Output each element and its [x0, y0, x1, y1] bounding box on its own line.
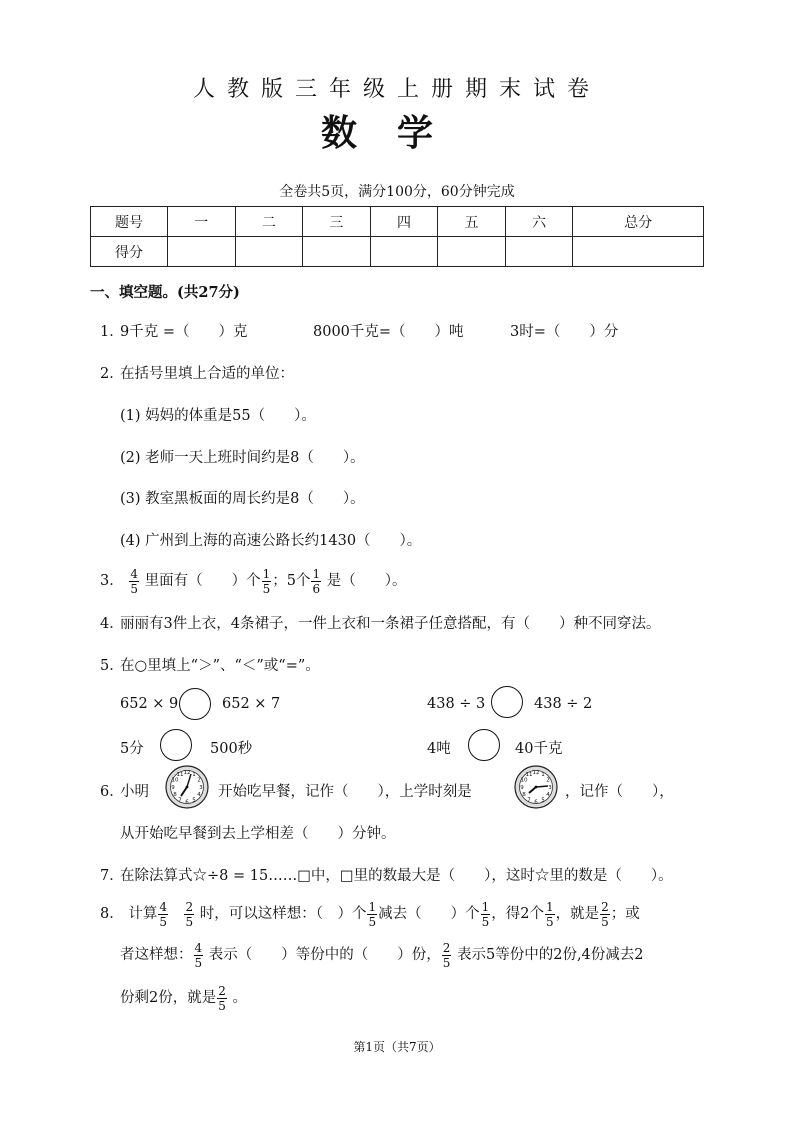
svg-text:2: 2 — [546, 777, 550, 784]
question-number: 8． — [100, 906, 124, 922]
denominator: 5 — [601, 914, 609, 929]
numerator: 1 — [546, 899, 554, 914]
compare-right: 652 × 7 — [222, 696, 281, 712]
svg-text:8: 8 — [173, 792, 177, 798]
q2-item: (4) 广州到上海的高速公路长约1430（ ）。 — [120, 533, 422, 549]
score-cell-empty — [505, 237, 573, 267]
q3-text: ；5个 — [272, 573, 311, 589]
svg-text:11: 11 — [525, 772, 533, 778]
numerator: 1 — [262, 566, 271, 581]
score-cell-empty — [235, 237, 303, 267]
score-cell: 总分 — [573, 207, 704, 237]
q1-part-c: 3时=（ ）分 — [510, 324, 619, 340]
exam-subtitle: 全卷共5页，满分100分，60分钟完成 — [279, 184, 515, 200]
numerator: 1 — [481, 899, 490, 914]
svg-text:7: 7 — [178, 797, 182, 804]
q8-text: 时，可以这样想：（ ）个 — [199, 906, 367, 922]
q8-text: 减去（ ）个 — [378, 906, 480, 922]
score-cell-empty — [303, 237, 371, 267]
q8-text: 。 — [232, 990, 247, 1006]
question-number: 4． — [100, 616, 124, 632]
numerator: 4 — [159, 899, 167, 914]
exam-title: 人教版三年级上册期末试卷 — [192, 77, 601, 102]
q1-part-a: 9千克 =（ ）克 — [120, 324, 248, 340]
svg-text:3: 3 — [548, 785, 552, 791]
svg-text:10: 10 — [171, 777, 179, 784]
denominator: 5 — [130, 581, 138, 596]
q2-item: (1) 妈妈的体重是55（ ）。 — [120, 408, 316, 424]
svg-text:7: 7 — [527, 797, 531, 804]
compare-circle-input[interactable] — [491, 686, 523, 718]
svg-text:10: 10 — [520, 777, 528, 784]
page-footer: 第1页（共7页） — [353, 1040, 441, 1054]
subject-title: 数学 — [320, 113, 473, 154]
compare-circle-input[interactable] — [160, 729, 192, 761]
fraction — [194, 942, 204, 969]
svg-text:12: 12 — [183, 770, 191, 776]
denominator: 5 — [481, 914, 490, 929]
fraction — [129, 568, 139, 595]
q6-text-d: 从开始吃早餐到去上学相差（ ）分钟。 — [120, 826, 396, 842]
fraction — [600, 901, 610, 928]
q2-item: (2) 老师一天上班时间约是8（ ）。 — [120, 450, 365, 466]
svg-text:9: 9 — [171, 785, 175, 791]
svg-text:1: 1 — [192, 772, 196, 778]
question-8-line1 — [100, 896, 640, 932]
question-3 — [100, 563, 406, 599]
q2-stem: 在括号里填上合适的单位： — [120, 366, 294, 382]
fraction — [442, 942, 452, 969]
svg-text:6: 6 — [185, 799, 189, 806]
q8-text: ，就是 — [555, 906, 600, 922]
fraction — [481, 901, 491, 928]
compare-left: 5分 — [120, 741, 144, 757]
svg-text:1: 1 — [541, 772, 545, 778]
score-cell: 五 — [438, 207, 506, 237]
score-table-score-row — [91, 237, 704, 267]
score-cell-empty — [168, 237, 236, 267]
score-cell: 三 — [303, 207, 371, 237]
svg-text:5: 5 — [541, 797, 545, 804]
q8-text: 者这样想： — [120, 947, 193, 963]
score-cell: 得分 — [91, 237, 168, 267]
question-8-line3 — [120, 980, 247, 1016]
svg-text:11: 11 — [176, 772, 184, 778]
q8-text: ；或 — [610, 906, 640, 922]
q6-text-c: ，记作（ ）， — [565, 784, 674, 800]
question-number: 5． — [100, 658, 124, 674]
numerator: 2 — [185, 899, 194, 914]
score-cell: 六 — [505, 207, 573, 237]
q5-stem: 在○里填上“＞”、“＜”或“=”。 — [120, 658, 320, 674]
numerator: 2 — [442, 940, 451, 955]
compare-circle-input[interactable] — [468, 729, 500, 761]
q3-text: 是（ ）。 — [326, 573, 407, 589]
q2-item: (3) 教室黑板面的周长约是8（ ）。 — [120, 491, 365, 507]
q7-text: 在除法算式☆÷8 = 15……□中，□里的数最大是（ ），这时☆里的数是（ ）。 — [120, 868, 673, 884]
fraction — [158, 901, 168, 928]
svg-text:6: 6 — [534, 799, 538, 806]
q8-text: 计算 — [128, 906, 158, 922]
compare-right: 500秒 — [210, 741, 253, 757]
fraction — [262, 568, 272, 595]
denominator: 5 — [442, 955, 451, 970]
fraction — [184, 901, 194, 928]
svg-text:5: 5 — [192, 797, 196, 804]
score-cell-empty — [438, 237, 506, 267]
denominator: 5 — [185, 914, 194, 929]
q8-text: 份剩2份，就是 — [120, 990, 217, 1006]
score-table-header-row — [91, 207, 704, 237]
svg-text:9: 9 — [520, 785, 524, 791]
question-number: 6． — [100, 784, 124, 800]
compare-left: 652 × 9 — [120, 696, 179, 712]
denominator: 5 — [368, 914, 377, 929]
q6-text-a: 小明 — [120, 784, 149, 800]
denominator: 5 — [262, 581, 271, 596]
clock-icon — [514, 765, 558, 809]
score-table — [90, 206, 704, 267]
fraction — [545, 901, 555, 928]
q6-text-b: 开始吃早餐，记作（ ），上学时刻是 — [218, 784, 472, 800]
score-cell: 一 — [168, 207, 236, 237]
score-cell: 四 — [370, 207, 438, 237]
fraction — [217, 985, 227, 1012]
question-8-line2 — [120, 937, 644, 973]
svg-text:8: 8 — [522, 792, 526, 798]
numerator: 1 — [368, 899, 377, 914]
question-number: 1． — [100, 324, 124, 340]
numerator: 2 — [601, 899, 609, 914]
compare-left: 438 ÷ 3 — [427, 696, 486, 712]
svg-text:2: 2 — [197, 777, 201, 784]
score-cell-empty — [573, 237, 704, 267]
svg-text:4: 4 — [197, 792, 201, 798]
q8-text: 表示5等份中的2份,4份减去2 — [457, 947, 644, 963]
score-cell-empty — [370, 237, 438, 267]
numerator: 2 — [218, 983, 226, 998]
denominator: 5 — [159, 914, 167, 929]
compare-left: 4吨 — [427, 741, 451, 757]
svg-text:4: 4 — [546, 792, 550, 798]
score-cell: 题号 — [91, 207, 168, 237]
compare-circle-input[interactable] — [179, 688, 211, 720]
svg-text:12: 12 — [532, 770, 540, 776]
section-heading: 一、填空题。(共27分) — [90, 284, 240, 301]
svg-text:3: 3 — [199, 785, 203, 791]
numerator: 4 — [194, 940, 203, 955]
denominator: 6 — [312, 581, 321, 596]
question-number: 7． — [100, 868, 124, 884]
clock-icon — [165, 765, 209, 809]
question-number: 2． — [100, 366, 124, 382]
compare-right: 40千克 — [515, 741, 563, 757]
numerator: 1 — [312, 566, 321, 581]
fraction — [311, 568, 321, 595]
q8-text: ，得2个 — [491, 906, 544, 922]
denominator: 5 — [194, 955, 203, 970]
score-cell: 二 — [235, 207, 303, 237]
denominator: 5 — [218, 998, 226, 1013]
q3-text: 里面有（ ）个 — [144, 573, 261, 589]
q4-text: 丽丽有3件上衣，4条裙子，一件上衣和一条裙子任意搭配，有（ ）种不同穿法。 — [120, 616, 661, 632]
numerator: 4 — [130, 566, 138, 581]
fraction — [367, 901, 377, 928]
q1-part-b: 8000千克=（ ）吨 — [313, 324, 464, 340]
denominator: 5 — [546, 914, 554, 929]
compare-right: 438 ÷ 2 — [534, 696, 593, 712]
q8-text: 表示（ ）等份中的（ ）份， — [208, 947, 441, 963]
question-number: 3． — [100, 573, 124, 589]
